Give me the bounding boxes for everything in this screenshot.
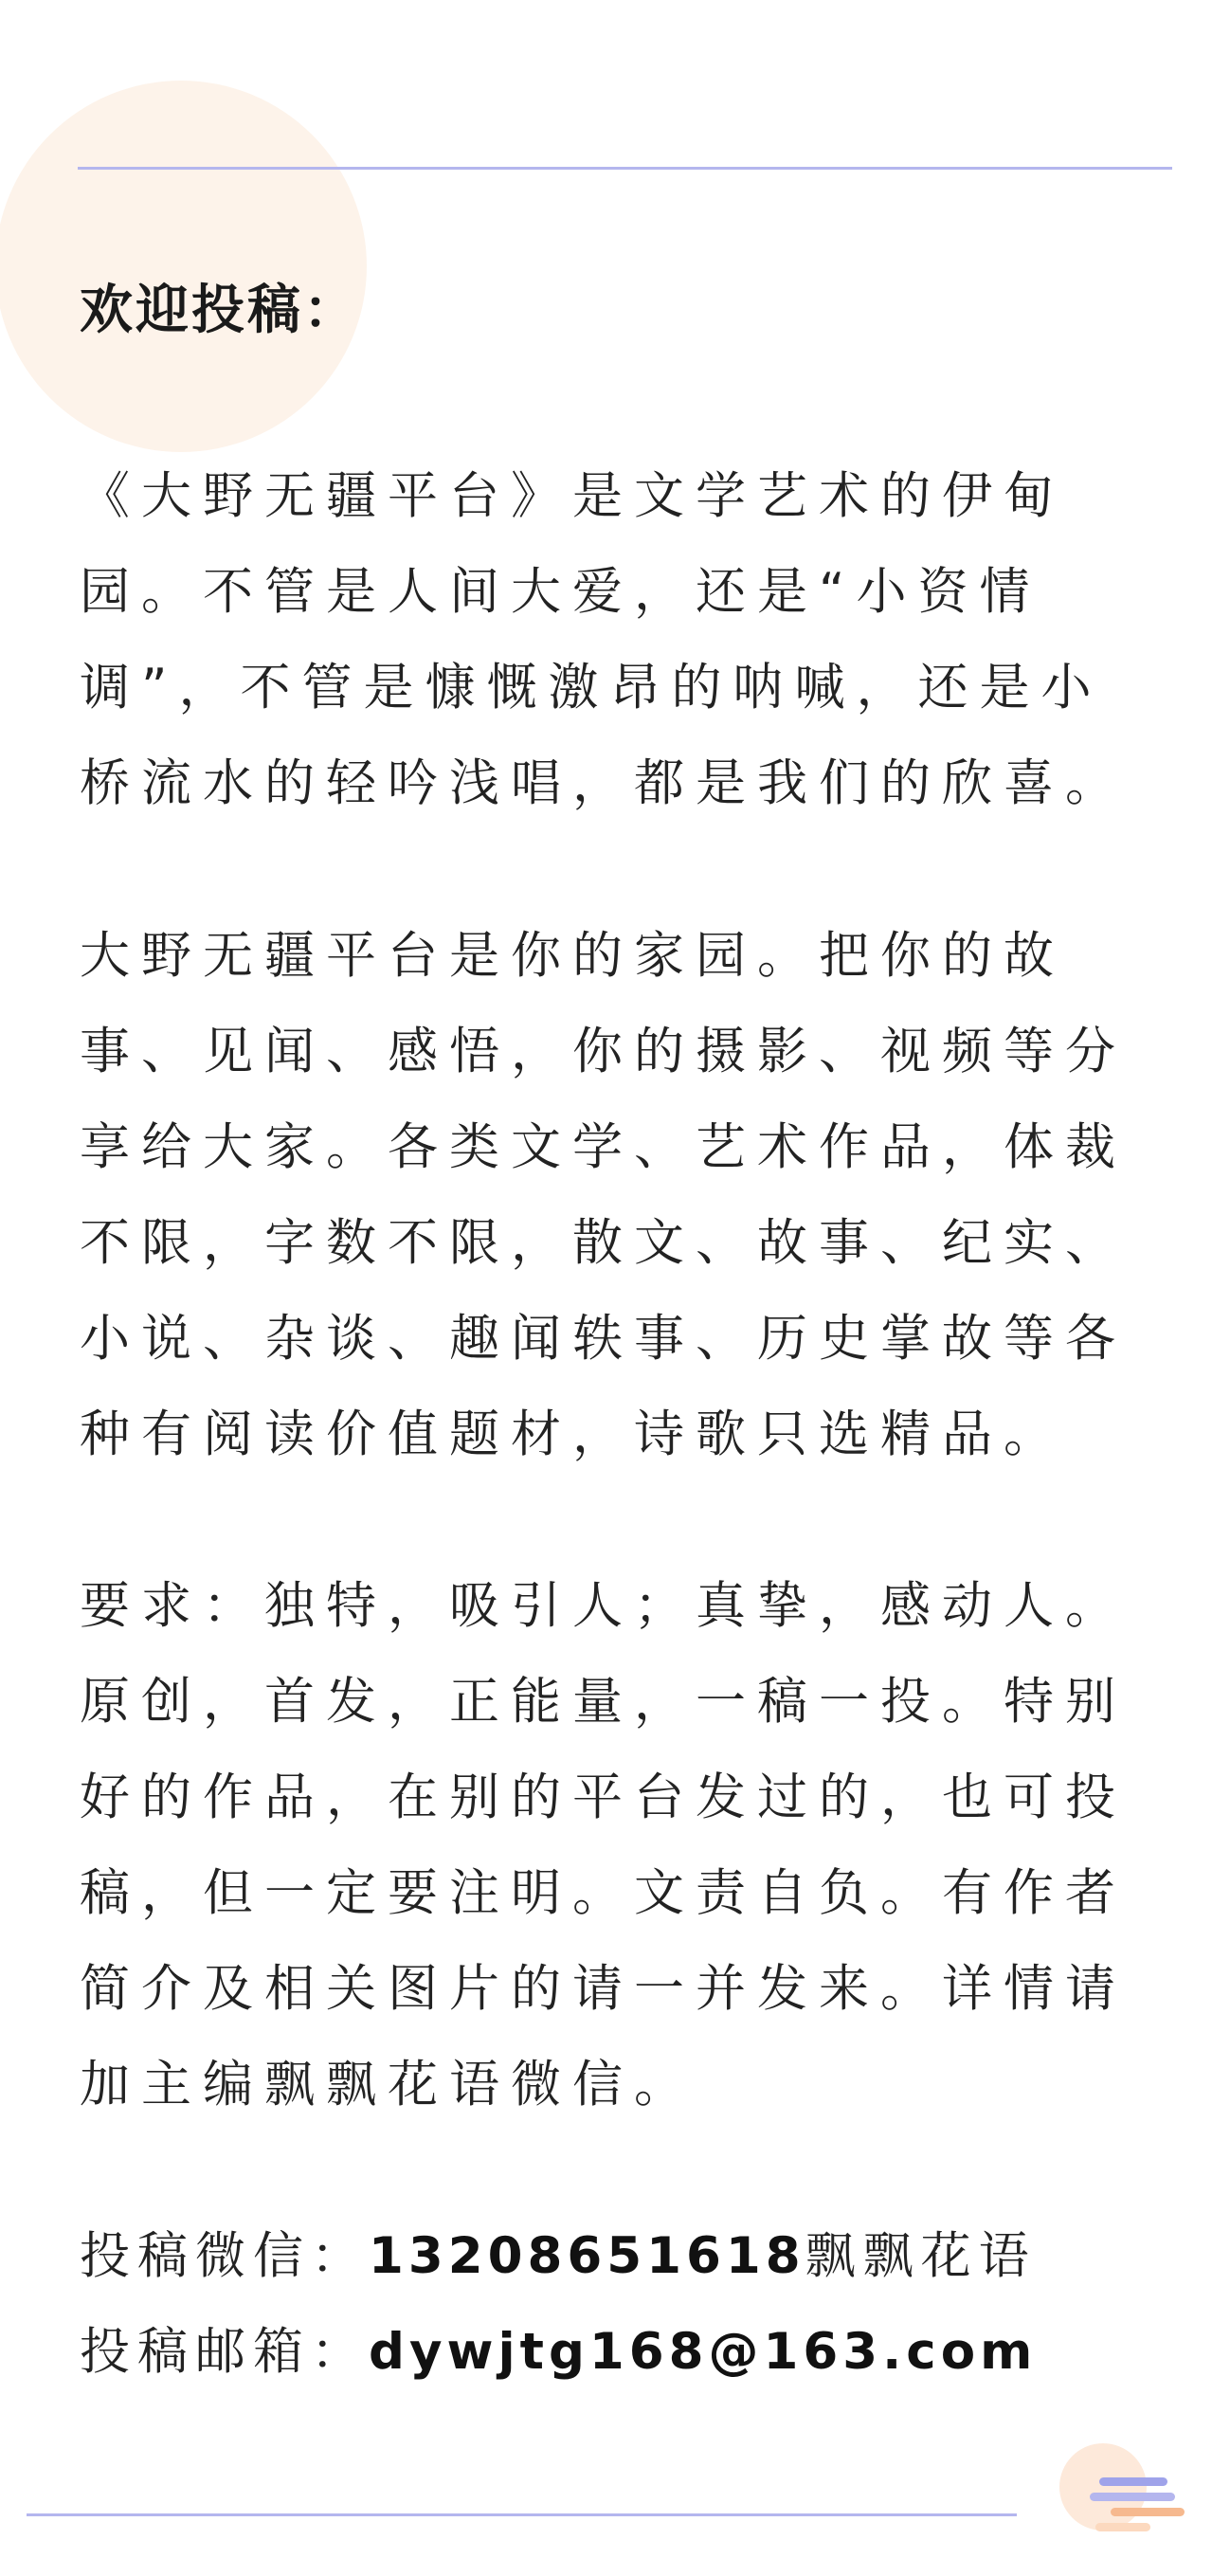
paragraph-intro: 《大野无疆平台》是文学艺术的伊甸园。不管是人间大爱，还是“小资情调”，不管是慷慨激昂的呐喊，还是小桥流水的轻吟浅唱，都是我们的欣喜。	[80, 467, 1127, 812]
email-value: dywjtg168@163.com	[369, 2323, 1038, 2381]
bottom-divider	[27, 2513, 1017, 2516]
contact-wechat	[80, 2208, 1179, 2304]
decorative-circle-top	[0, 81, 367, 452]
wechat-label: 投稿微信：	[80, 2227, 369, 2285]
top-divider	[78, 167, 1172, 170]
paragraph-requirements: 要求：独特，吸引人；真挚，感动人。原创，首发，正能量，一稿一投。特别好的作品，在别的平台发过的，也可投稿，但一定要注明。文责自负。有作者简介及相关图片的请一并发来。详情请加主编飘飘花语微信。	[80, 1577, 1127, 2113]
wechat-value: 13208651618	[369, 2227, 805, 2285]
stacked-line	[1095, 2523, 1150, 2531]
email-label: 投稿邮箱：	[80, 2323, 369, 2381]
heading: 欢迎投稿：	[80, 280, 359, 341]
stacked-line	[1111, 2508, 1185, 2516]
contact-email	[80, 2304, 1179, 2400]
stacked-line	[1099, 2477, 1167, 2486]
stacked-line	[1090, 2493, 1175, 2501]
wechat-name: 飘飘花语	[805, 2227, 1037, 2285]
paragraph-scope: 大野无疆平台是你的家园。把你的故事、见闻、感悟，你的摄影、视频等分享给大家。各类文学、艺术作品，体裁不限，字数不限，散文、故事、纪实、小说、杂谈、趣闻轶事、历史掌故等各种有阅读价值题材，诗歌只选精品。	[80, 927, 1127, 1463]
stacked-lines-icon	[1090, 2472, 1194, 2534]
